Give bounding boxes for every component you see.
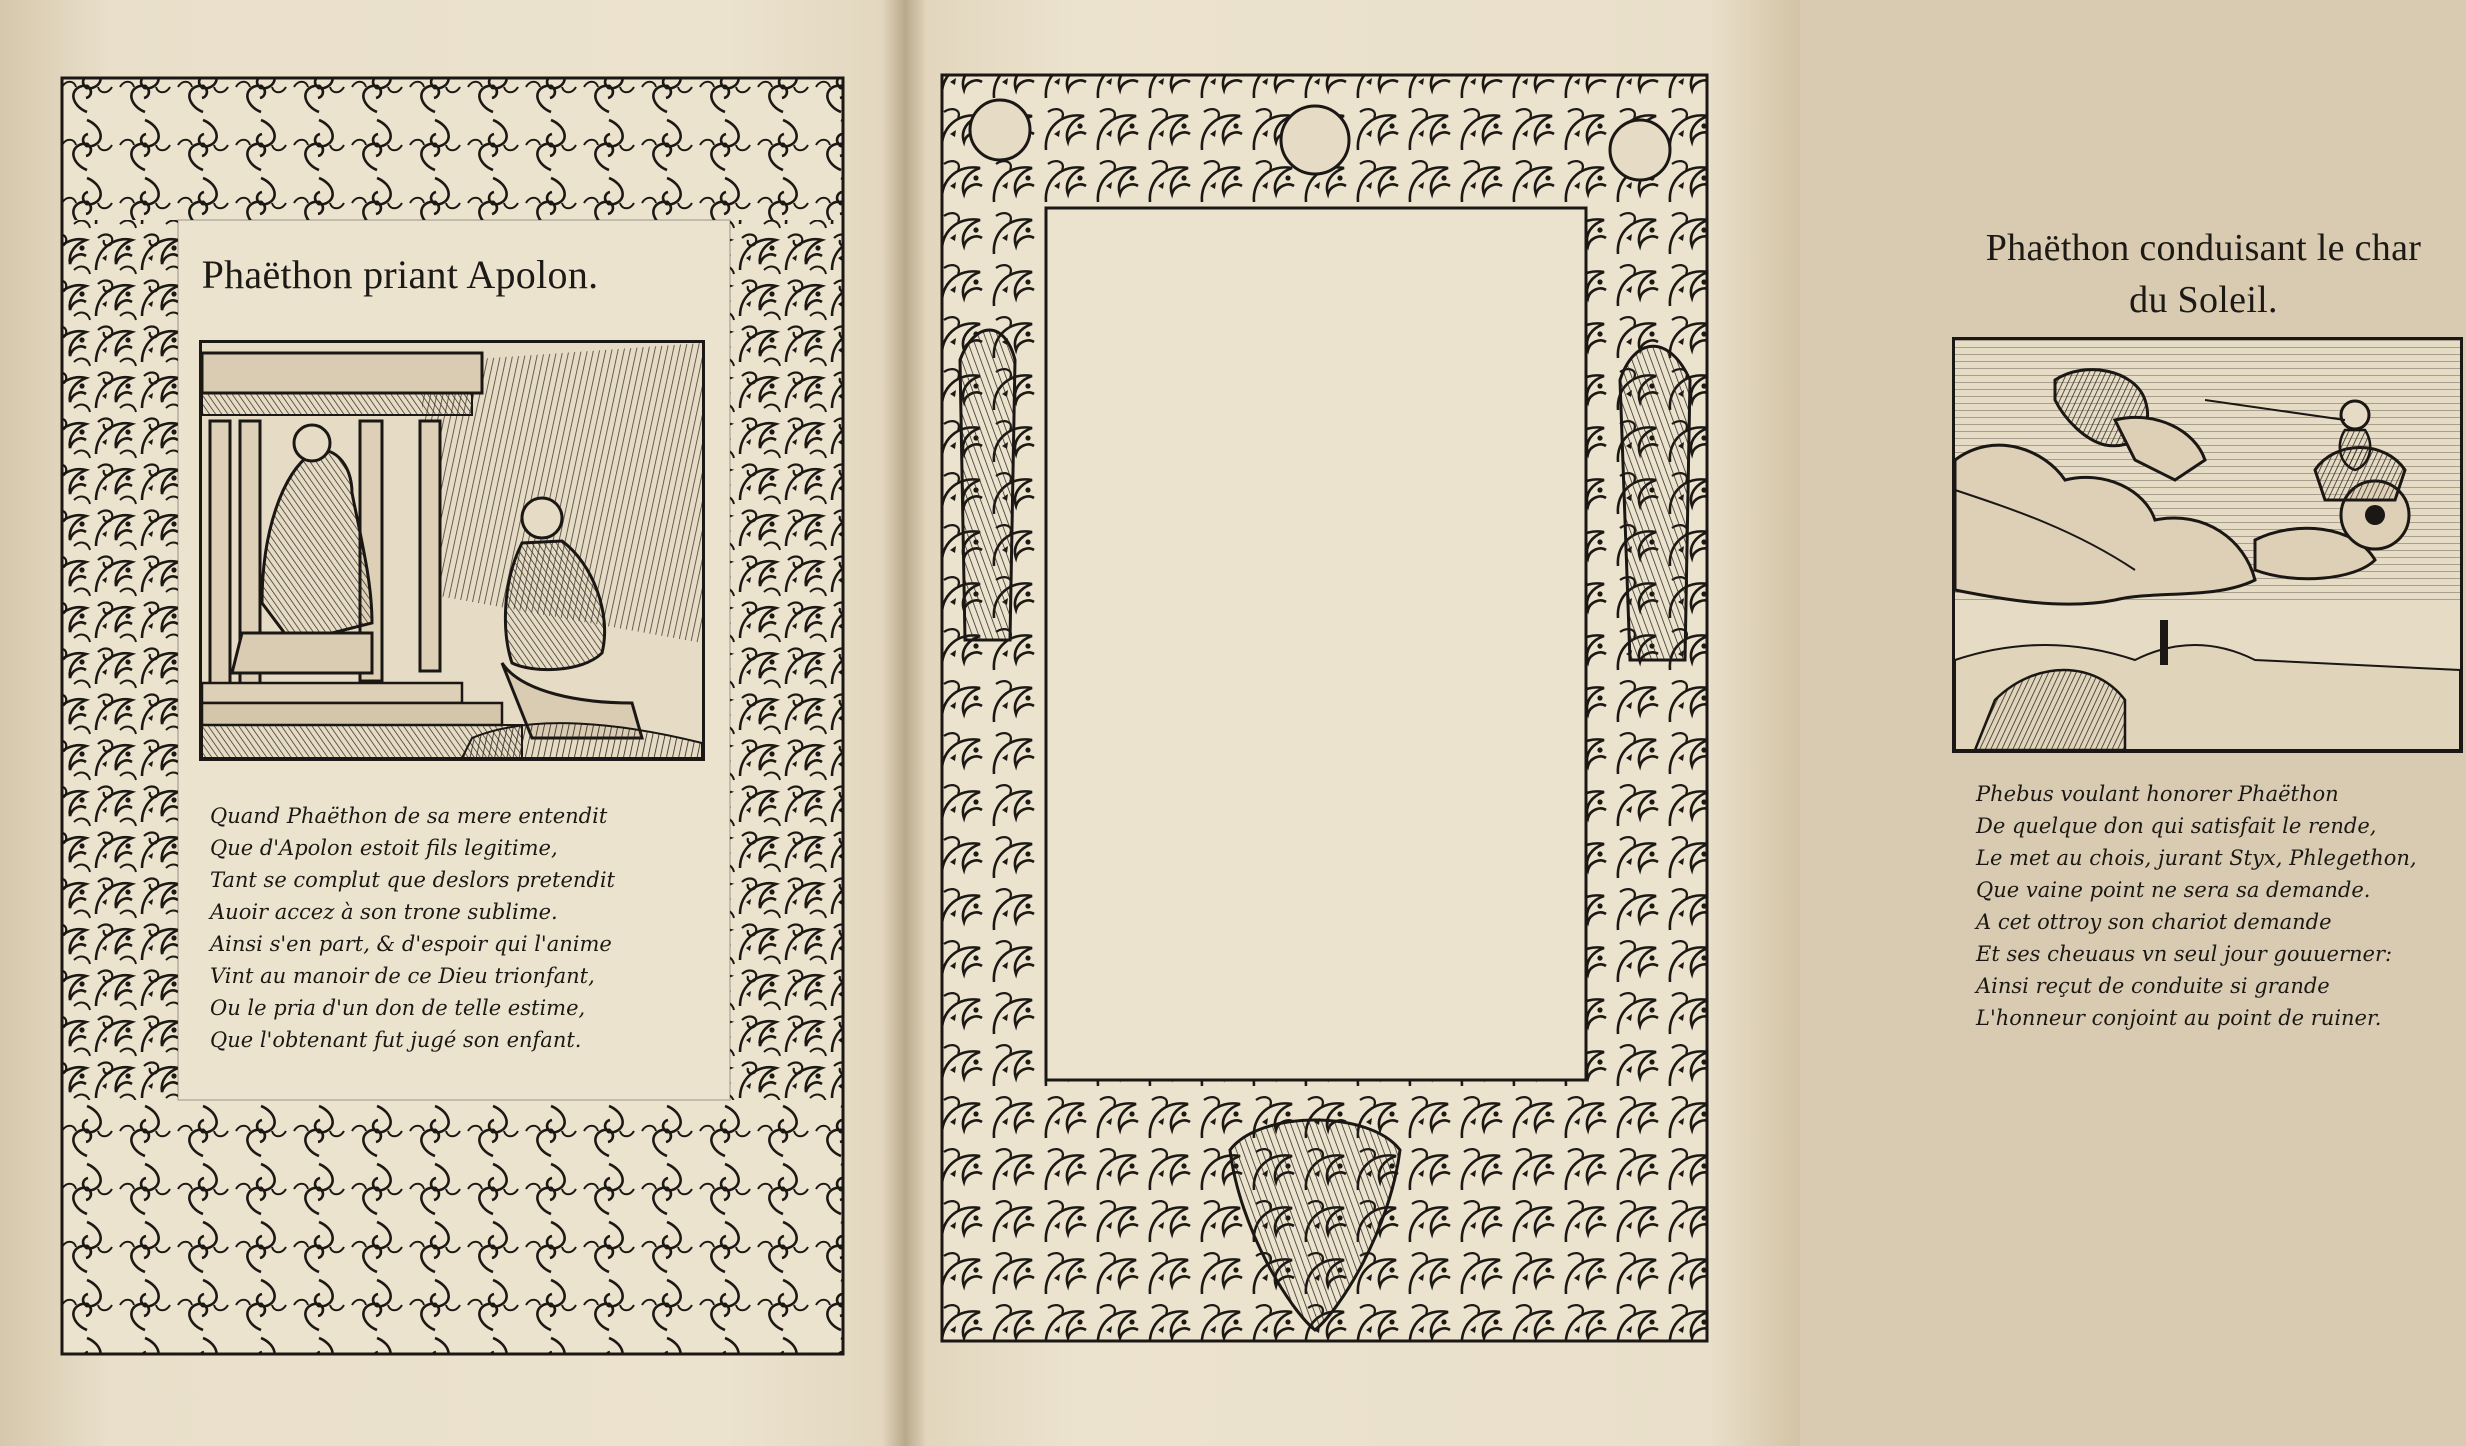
sun-chariot-scene-icon: [1955, 340, 2460, 750]
verse-line: Vint au manoir de ce Dieu trionfant,: [210, 964, 595, 988]
right-title-line1: Phaëthon conduisant le char: [1985, 227, 2422, 269]
right-page: [896, 0, 2422, 1446]
verse-line: Quand Phaëthon de sa mere entendit: [210, 804, 608, 828]
verse-line: Et ses cheuaus vn seul jour gouuerner:: [1976, 942, 2393, 966]
verse-line: De quelque don qui satisfait le rende,: [1976, 814, 2377, 838]
right-page-title: [1941, 222, 2466, 326]
verse-line: Le met au chois, jurant Styx, Phlegethon,: [1976, 846, 2417, 870]
verse-line: Ainsi reçut de conduite si grande: [1976, 974, 2330, 998]
right-page-verse: [1976, 778, 2446, 1034]
verse-line: Phebus voulant honorer Phaëthon: [1976, 782, 2339, 806]
verse-line: Auoir accez à son trone sublime.: [210, 900, 558, 924]
verse-line: L'honneur conjoint au point de ruiner.: [1976, 1006, 2382, 1030]
right-ornamental-border: [896, 0, 1800, 1446]
verse-line: Ainsi s'en part, & d'espoir qui l'anime: [210, 932, 612, 956]
left-page-title: Phaëthon priant Apolon.: [201, 252, 599, 297]
left-page: [0, 0, 896, 1446]
verse-line: Que l'obtenant fut jugé son enfant.: [210, 1028, 582, 1052]
verse-line: Que d'Apolon estoit fils legitime,: [210, 836, 558, 860]
woodcut-sun-chariot-illustration: [1952, 337, 2463, 753]
left-page-verse: [210, 800, 680, 1056]
apollo-throne-scene-icon: [202, 343, 702, 758]
verse-line: Tant se complut que deslors pretendit: [210, 868, 615, 892]
verse-line: A cet ottroy son chariot demande: [1976, 910, 2332, 934]
verse-line: Que vaine point ne sera sa demande.: [1976, 878, 2371, 902]
right-title-line2: du Soleil.: [2129, 279, 2278, 321]
woodcut-apollo-illustration: [199, 340, 705, 761]
verse-line: Ou le pria d'un don de telle estime,: [210, 996, 586, 1020]
